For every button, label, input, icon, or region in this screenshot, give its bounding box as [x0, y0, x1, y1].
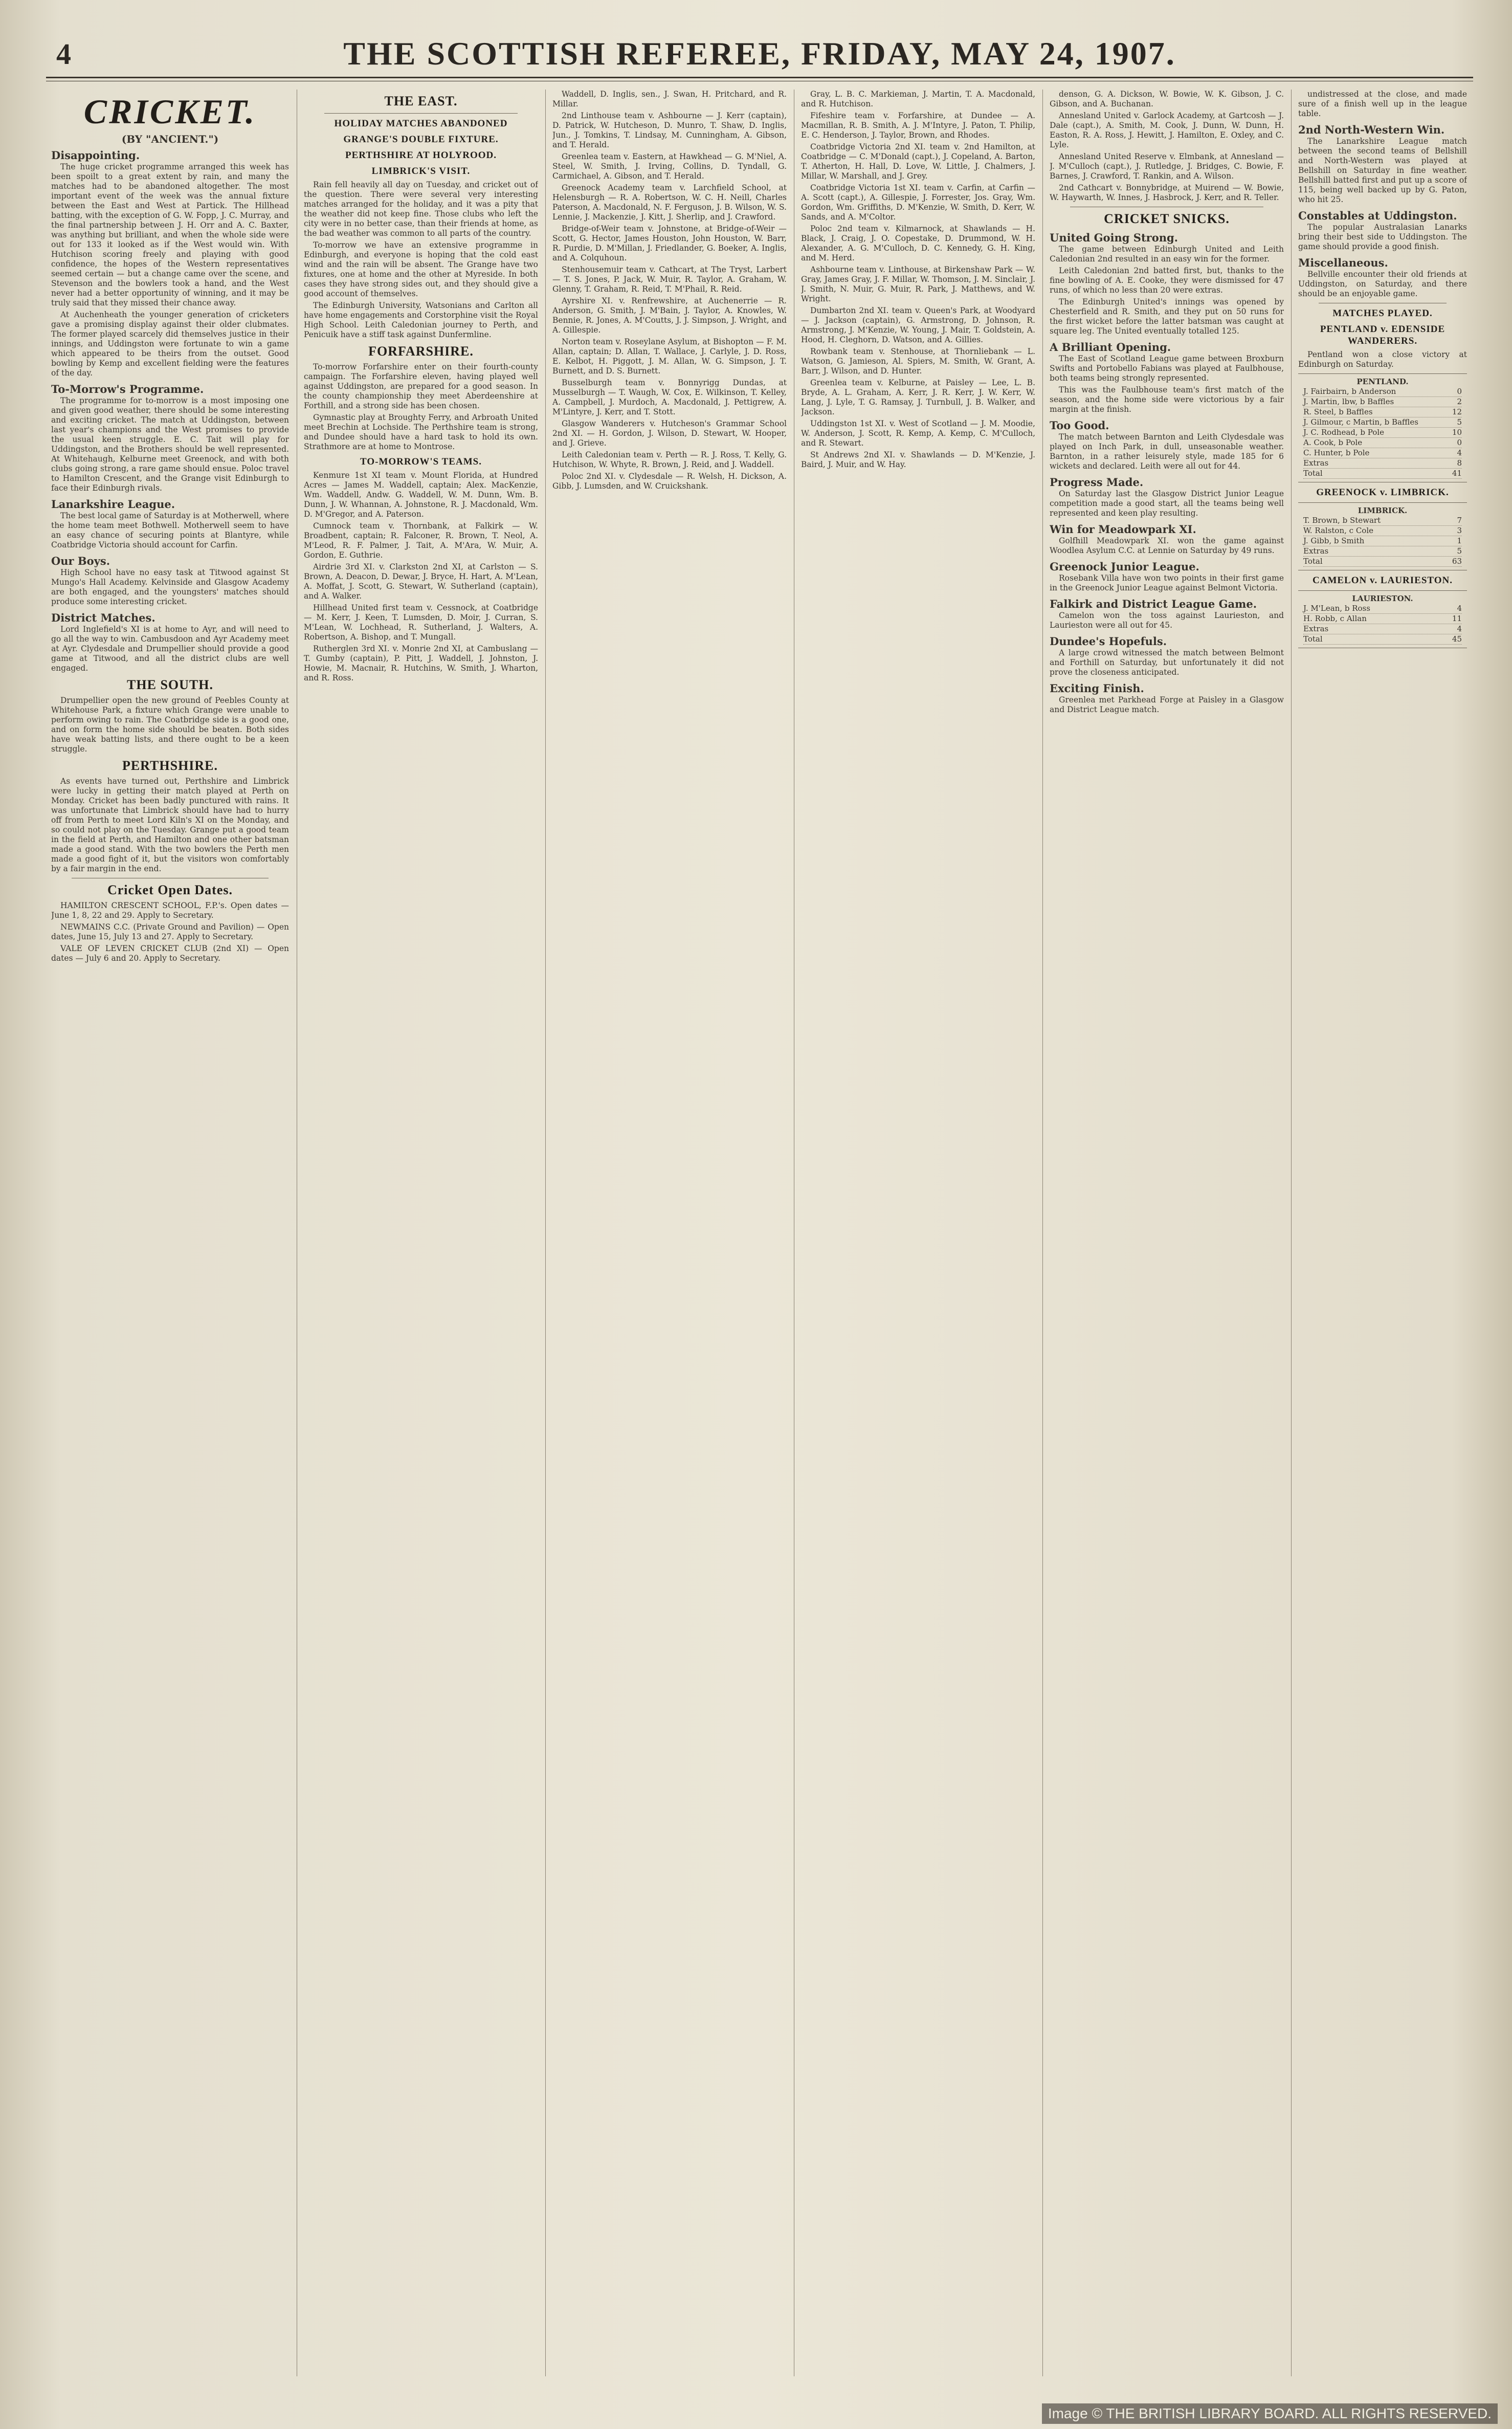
masthead-title: THE SCOTTISH REFEREE, FRIDAY, MAY 24, 1907.	[343, 35, 1176, 72]
article-paragraph: The Edinburgh University, Watsonians and Carlton all have home engagements and Corstorphine visit the Royal High School. Leith Caledonian journey to Perth, and Penicuik have a stiff task against Dunfermline.	[304, 301, 538, 339]
article-paragraph: Drumpellier open the new ground of Peebles County at Whitehouse Park, a fixture which Grange were unable to perform owing to rain. The Coatbridge side is a good one, and on form the home side should be beaten. Both sides have weak batting lists, and there ought to be a keen struggle.	[51, 696, 289, 754]
article-paragraph: Golfhill Meadowpark XI. won the game against Woodlea Asylum C.C. at Lennie on Saturday by 49 runs.	[1050, 536, 1284, 555]
column-divider	[545, 90, 546, 2376]
article-paragraph: Bellville encounter their old friends at Uddingston, on Saturday, and there should be an enjoyable game.	[1298, 270, 1467, 298]
team-list: Dumbarton 2nd XI. team v. Queen's Park, at Woodyard — J. Jackson (captain), G. Armstrong, D. Johnson, R. Armstrong, J. M'Kenzie, W. Young, J. Mair, T. Goldstein, A. Hood, H. Cleghorn, D. Watson, and A. Gillies.	[801, 306, 1035, 344]
article-paragraph: undistressed at the close, and made sure of a finish well up in the league table.	[1298, 90, 1467, 118]
article-paragraph: Gymnastic play at Broughty Ferry, and Arbroath United meet Brechin at Lochside. The Perthshire team is strong, and Dundee should have a hard task to hold its own. Strathmore are at home to Montrose.	[304, 413, 538, 451]
runs-value: 7	[1457, 516, 1462, 525]
batsman-name: W. Ralston, c Cole	[1303, 526, 1374, 535]
runs-value: 3	[1457, 526, 1462, 535]
column-3	[552, 90, 787, 2376]
scorecard-row	[1303, 634, 1462, 645]
subheading: Lanarkshire League.	[51, 498, 175, 511]
notice: HAMILTON CRESCENT SCHOOL, F.P.'s. Open dates — June 1, 8, 22 and 29. Apply to Secretary.	[51, 901, 289, 920]
article-paragraph: A large crowd witnessed the match between Belmont and Forthill on Saturday, but unfortunately it did not prove the closeness anticipated.	[1050, 648, 1284, 677]
scorecard-row	[1303, 516, 1462, 526]
subheading: Disappointing.	[51, 149, 140, 162]
column-divider	[1291, 90, 1292, 2376]
section-heading: CRICKET SNICKS.	[1104, 211, 1230, 226]
batsman-name: J. Gibb, b Smith	[1303, 536, 1365, 545]
batsman-name: R. Steel, b Baffles	[1303, 407, 1373, 416]
team-list: Norton team v. Roseylane Asylum, at Bishopton — F. M. Allan, captain; D. Allan, T. Wallace, J. Carlyle, J. D. Ross, E. Kelbot, H. Piggott, J. M. Allan, W. G. Simpson, J. T. Burnett, and D. S. Burnett.	[552, 337, 787, 376]
team-list: Coatbridge Victoria 2nd XI. team v. 2nd Hamilton, at Coatbridge — C. M'Donald (capt.), J. Copeland, A. Barton, T. Atherton, H. Hall, D. Love, W. Little, J. Chalmers, J. Millar, W. Marshall, and J. Grey.	[801, 142, 1035, 181]
subheading: To-Morrow's Programme.	[51, 383, 204, 395]
team-list: Rutherglen 3rd XI. v. Monrie 2nd XI, at Cambuslang — T. Gumby (captain), P. Pitt, J. Waddell, J. Johnston, J. Howie, M. Macnair, R. Hutchins, W. Smith, J. Wharton, and R. Ross.	[304, 644, 538, 682]
article-paragraph: Lord Inglefield's XI is at home to Ayr, and will need to go all the way to win. Cambusdoon and Ayr Academy meet at Ayr. Clydesdale and Drumpellier should provide a good game at Titwood, and all the district clubs are well engaged.	[51, 625, 289, 673]
batsman-name: Extras	[1303, 546, 1329, 556]
runs-value: 4	[1457, 604, 1462, 613]
team-list: Ayrshire XI. v. Renfrewshire, at Auchenerrie — R. Anderson, G. Smith, J. M'Bain, J. Taylor, A. Knowles, W. Bennie, R. Jones, A. M'Coutts, J. J. Simpson, J. Wright, and A. Gillespie.	[552, 296, 787, 335]
team-list: Ashbourne team v. Linthouse, at Birkenshaw Park — W. Gray, James Gray, J. F. Millar, W. Thomson, J. M. Sinclair, J. J. Smith, N. Muir, G. Muir, R. Park, J. Matthews, and W. Wright.	[801, 265, 1035, 303]
team-list: 2nd Cathcart v. Bonnybridge, at Muirend — W. Bowie, W. Haywarth, W. Innes, J. Hasbrock, J. Kerr, and R. Teller.	[1050, 183, 1284, 202]
batsman-name: Extras	[1303, 458, 1329, 468]
team-list: Waddell, D. Inglis, sen., J. Swan, H. Pritchard, and R. Millar.	[552, 90, 787, 108]
scorecard-team: LIMBRICK.	[1358, 506, 1408, 515]
batsman-name: C. Hunter, b Pole	[1303, 448, 1370, 457]
scorecard-row	[1303, 387, 1462, 397]
notice: VALE OF LEVEN CRICKET CLUB (2nd XI) — Open dates — July 6 and 20. Apply to Secretary.	[51, 944, 289, 963]
section-heading: MATCHES PLAYED.	[1332, 308, 1433, 319]
runs-value: 12	[1452, 407, 1462, 416]
batsman-name: Extras	[1303, 624, 1329, 633]
runs-value: 4	[1457, 448, 1462, 457]
article-paragraph: The popular Australasian Lanarks bring their best side to Uddingston. The game should provide a good finish.	[1298, 223, 1467, 251]
runs-value: 5	[1457, 417, 1462, 427]
scorecard-rows	[1303, 387, 1462, 479]
runs-value: 1	[1457, 536, 1462, 545]
scorecard-row	[1303, 428, 1462, 438]
subheading: 2nd North-Western Win.	[1298, 123, 1445, 136]
batsman-name: H. Robb, c Allan	[1303, 614, 1367, 623]
subheading: Dundee's Hopefuls.	[1050, 635, 1167, 648]
scorecard-row	[1303, 448, 1462, 458]
scorecard	[1298, 502, 1467, 570]
team-list: Stenhousemuir team v. Cathcart, at The Tryst, Larbert — T. S. Jones, P. Jack, W. Muir, R. Taylor, A. Graham, W. Glenny, T. Graham, R. Reid, T. M'Phail, R. Reid.	[552, 265, 787, 294]
team-list: Uddingston 1st XI. v. West of Scotland — J. M. Moodie, W. Anderson, J. Scott, R. Kemp, A. Kemp, C. M'Culloch, and R. Stewart.	[801, 419, 1035, 448]
scorecard	[1298, 590, 1467, 648]
article-paragraph: The game between Edinburgh United and Leith Caledonian 2nd resulted in an easy win for the former.	[1050, 245, 1284, 263]
article-paragraph: Leith Caledonian 2nd batted first, but, thanks to the fine bowling of A. E. Cooke, they were dismissed for 47 runs, of which no less than 20 were extras.	[1050, 266, 1284, 295]
runs-value: 63	[1452, 557, 1462, 566]
team-list: Annesland United v. Garlock Academy, at Gartcosh — J. Dale (capt.), A. Smith, M. Cook, J. Dunn, W. Dunn, H. Easton, R. A. Ross, J. Hewitt, J. Hamilton, E. Oxley, and C. Lyle.	[1050, 111, 1284, 149]
scorecard-row	[1303, 407, 1462, 417]
article-paragraph: The best local game of Saturday is at Motherwell, where the home team meet Bothwell. Motherwell seem to have an easy chance of securing points at Blantyre, while Coatbridge Victoria should account for Carfin.	[51, 511, 289, 549]
section-heading: PERTHSHIRE.	[122, 758, 218, 773]
team-list: Poloc 2nd team v. Kilmarnock, at Shawlands — H. Black, J. Craig, J. O. Copestake, D. Drummond, W. H. Alexander, A. G. M'Culloch, D. C. Kennedy, G. H. King, and M. Herd.	[801, 224, 1035, 262]
article-paragraph: On Saturday last the Glasgow District Junior League competition made a good start, all the teams being well represented and keen play resulting.	[1050, 489, 1284, 518]
team-list: Kenmure 1st XI team v. Mount Florida, at Hundred Acres — James M. Waddell, captain; Alex. MacKenzie, Wm. Waddell, Andw. G. Waddell, W. M. Dunn, Wm. B. Dunn, J. W. Whannan, A. Johnstone, R. J. Macdonald, Wm. D. M'Gregor, and A. Paterson.	[304, 471, 538, 519]
team-list: St Andrews 2nd XI. v. Shawlands — D. M'Kenzie, J. Baird, J. Muir, and W. Hay.	[801, 450, 1035, 469]
article-paragraph: At Auchenheath the younger generation of cricketers gave a promising display against their older clubmates. The former played scarcely did themselves justice in their innings, and Uddingston were fortunate to win a game which appeared to be theirs from the outset. Good bowling by Kemp and excellent fielding were the features of the day.	[51, 310, 289, 378]
headline: HOLIDAY MATCHES ABANDONED	[334, 118, 508, 129]
scorecard-row	[1303, 604, 1462, 614]
scorecard-row	[1303, 546, 1462, 557]
team-list: Greenock Academy team v. Larchfield School, at Helensburgh — R. A. Robertson, W. C. H. Neill, Charles Paterson, A. Macdonald, N. F. Ferguson, J. B. Wilson, W. S. Lennie, J. Mackenzie, J. Kitt, J. Sherlip, and J. Crawford.	[552, 183, 787, 222]
subheading: A Brilliant Opening.	[1050, 341, 1171, 354]
runs-value: 4	[1457, 624, 1462, 633]
column-2	[304, 90, 538, 2376]
team-list: Glasgow Wanderers v. Hutcheson's Grammar School 2nd XI. — H. Gordon, J. Wilson, D. Stewart, W. Hooper, and J. Grieve.	[552, 419, 787, 448]
batsman-name: J. C. Rodhead, b Pole	[1303, 428, 1384, 437]
match-heading: CAMELON v. LAURIESTON.	[1313, 575, 1453, 586]
team-list: 2nd Linthouse team v. Ashbourne — J. Kerr (captain), D. Patrick, W. Hutcheson, D. Munro, T. Shaw, D. Inglis, Jun., J. Tomkins, T. Lindsay, M. Cunningham, A. Gibson, and T. Herald.	[552, 111, 787, 149]
column-4	[801, 90, 1035, 2376]
article-paragraph: As events have turned out, Perthshire and Limbrick were lucky in getting their match played at Perth on Monday. Cricket has been badly punctured with rains. It was unfortunate that Limbrick should have had to hurry off from Perth to meet Lord Kiln's XI on the Monday, and so could not play on the Tuesday. Grange put a good team in the field at Perth, and Hamilton and one other batsman made a good stand. With the two bowlers the Perth men made a good fight of it, but the visitors won comfortably by a fair margin in the end.	[51, 777, 289, 873]
article-paragraph: This was the Faulbhouse team's first match of the season, and the home side were victorious by a fair margin at the finish.	[1050, 385, 1284, 414]
match-heading: GREENOCK v. LIMBRICK.	[1316, 487, 1449, 498]
subheading: Win for Meadowpark XI.	[1050, 523, 1196, 536]
batsman-name: J. Gilmour, c Martin, b Baffles	[1303, 417, 1418, 427]
subheading: Constables at Uddingston.	[1298, 209, 1457, 222]
scorecard-row	[1303, 469, 1462, 479]
team-list: Bridge-of-Weir team v. Johnstone, at Bridge-of-Weir — Scott, G. Hector, James Houston, John Houston, W. Barr, R. Purdie, D. M'Millan, J. Friedlander, G. Boeker, A. Inglis, and A. Colquhoun.	[552, 224, 787, 262]
scorecard-rows	[1303, 604, 1462, 645]
article-paragraph: Pentland won a close victory at Edinburgh on Saturday.	[1298, 350, 1467, 369]
team-list: Greenlea team v. Kelburne, at Paisley — Lee, L. B. Bryde, A. L. Graham, A. Kerr, J. R. Kerr, J. W. Kerr, W. Lang, J. Lyle, T. G. Ramsay, J. Turnbull, J. B. Walker, and Jackson.	[801, 378, 1035, 416]
byline: (BY "ANCIENT.")	[121, 133, 219, 145]
runs-value: 2	[1457, 397, 1462, 406]
scorecard-rows	[1303, 516, 1462, 567]
column-5	[1050, 90, 1284, 2376]
batsman-name: Total	[1303, 634, 1323, 644]
batsman-name: T. Brown, b Stewart	[1303, 516, 1381, 525]
runs-value: 0	[1457, 387, 1462, 396]
scorecard-row	[1303, 417, 1462, 428]
batsman-name: J. M'Lean, b Ross	[1303, 604, 1370, 613]
team-list: Hillhead United first team v. Cessnock, at Coatbridge — M. Kerr, J. Keen, T. Lumsden, D. Moir, J. Curran, S. M'Lean, W. Lochhead, R. Sutherland, J. Walters, A. Robertson, A. Bishop, and T. Mungall.	[304, 603, 538, 642]
article-paragraph: High School have no easy task at Titwood against St Mungo's Hall Academy. Kelvinside and Glasgow Academy are both engaged, and the youngsters' matches should produce some interesting cricket.	[51, 568, 289, 606]
scorecard	[1298, 373, 1467, 482]
batsman-name: Total	[1303, 557, 1323, 566]
scorecard-row	[1303, 557, 1462, 567]
article-paragraph: Greenlea met Parkhead Forge at Paisley in a Glasgow and District League match.	[1050, 695, 1284, 714]
runs-value: 0	[1457, 438, 1462, 447]
section-heading: TO-MORROW'S TEAMS.	[360, 456, 482, 467]
runs-value: 8	[1457, 458, 1462, 468]
scorecard-row	[1303, 438, 1462, 448]
subheading: United Going Strong.	[1050, 231, 1178, 244]
scorecard-row	[1303, 397, 1462, 407]
article-paragraph: The match between Barnton and Leith Clydesdale was played on Inch Park, in dull, unseasonable weather. Barnton, in a rather leisurely style, made 185 for 6 wickets and declared. Leith were all out for 44.	[1050, 432, 1284, 471]
team-list: Rowbank team v. Stenhouse, at Thornliebank — L. Watson, G. Jamieson, Al. Spiers, M. Smith, W. Grant, A. Barr, J. Wilson, and D. Hunter.	[801, 347, 1035, 376]
column-divider	[1042, 90, 1043, 2376]
runs-value: 10	[1452, 428, 1462, 437]
headline: PERTHSHIRE AT HOLYROOD.	[345, 150, 497, 161]
article-paragraph: The Edinburgh United's innings was opened by Chesterfield and R. Smith, and they put on 50 runs for the first wicket before the latter batsman was caught at square leg. The United eventually totalled 125.	[1050, 297, 1284, 336]
article-paragraph: The programme for to-morrow is a most imposing one and given good weather, there should be some interesting and exciting cricket. The match at Uddingston, between last year's champions and the West promises to provide the usual keen struggle. E. C. Tait will play for Uddingston, and the Brothers should be well represented. At Whitehaugh, Kelburne meet Greenock, and with both clubs going strong, a rare game should ensue. Poloc travel to Hamilton Crescent, and the Grange visit Edinburgh to face their Edinburgh rivals.	[51, 396, 289, 493]
subheading: District Matches.	[51, 611, 155, 624]
section-title: CRICKET.	[83, 92, 257, 131]
batsman-name: A. Cook, b Pole	[1303, 438, 1363, 447]
section-heading: Cricket Open Dates.	[107, 882, 233, 897]
team-list: Gray, L. B. C. Markieman, J. Martin, T. A. Macdonald, and R. Hutchison.	[801, 90, 1035, 108]
subheading: Exciting Finish.	[1050, 682, 1144, 695]
copyright-credit: Image © THE BRITISH LIBRARY BOARD. ALL RIGHTS RESERVED.	[1042, 2403, 1498, 2424]
article-paragraph: Rosebank Villa have won two points in their first game in the Greenock Junior League against Belmont Victoria.	[1050, 573, 1284, 592]
page-number: 4	[56, 37, 71, 71]
article-paragraph: Camelon won the toss against Laurieston, and Laurieston were all out for 45.	[1050, 611, 1284, 630]
runs-value: 45	[1452, 634, 1462, 644]
column-6	[1298, 90, 1467, 2376]
runs-value: 11	[1452, 614, 1462, 623]
scorecard-row	[1303, 536, 1462, 546]
subheading: Too Good.	[1050, 419, 1109, 432]
section-heading: FORFARSHIRE.	[368, 344, 474, 359]
section-heading: THE EAST.	[384, 94, 458, 108]
article-paragraph: To-morrow Forfarshire enter on their fourth-county campaign. The Forfarshire eleven, having played well against Uddingston, are prepared for a good season. In the county championship they meet Aberdeenshire at Forthill, and a strong side has been chosen.	[304, 362, 538, 410]
team-list: Annesland United Reserve v. Elmbank, at Annesland — J. M'Culloch (capt.), J. Rutledge, J. Bridges, C. Bowie, F. Barnes, J. Crawford, T. Rankin, and A. Wilson.	[1050, 152, 1284, 181]
headline: GRANGE'S DOUBLE FIXTURE.	[343, 134, 499, 145]
team-list: denson, G. A. Dickson, W. Bowie, W. K. Gibson, J. C. Gibson, and A. Buchanan.	[1050, 90, 1284, 108]
scorecard-row	[1303, 458, 1462, 469]
subheading: Progress Made.	[1050, 476, 1144, 489]
headline: LIMBRICK'S VISIT.	[371, 166, 471, 176]
team-list: Leith Caledonian team v. Perth — R. J. Ross, T. Kelly, G. Hutchison, W. Whyte, R. Brown, J. Reid, and J. Waddell.	[552, 450, 787, 469]
scorecard-row	[1303, 526, 1462, 536]
team-list: Greenlea team v. Eastern, at Hawkhead — G. M'Niel, A. Steel, W. Smith, J. Irving, Collins, D. Tyndall, G. Carmichael, A. Gibson, and T. Herald.	[552, 152, 787, 181]
scorecard-row	[1303, 624, 1462, 634]
runs-value: 41	[1452, 469, 1462, 478]
team-list: Airdrie 3rd XI. v. Clarkston 2nd XI, at Carlston — S. Brown, A. Deacon, D. Dewar, J. Bryce, H. Hart, A. M'Lean, A. Moffat, J. Scott, G. Stewart, W. Sutherland (captain), and A. Walker.	[304, 562, 538, 601]
team-list: Cumnock team v. Thornbank, at Falkirk — W. Broadbent, captain; R. Falconer, R. Brown, T. Neol, A. M'Leod, R. F. Palmer, J. Tait, A. M'Ara, W. Muir, A. Gordon, E. Guthrie.	[304, 521, 538, 560]
article-paragraph: The Lanarkshire League match between the second teams of Bellshill and North-Western was played at Bellshill on Saturday in fine weather. Bellshill batted first and put up a score of 115, being well backed up by G. Paton, who hit 25.	[1298, 137, 1467, 204]
article-paragraph: To-morrow we have an extensive programme in Edinburgh, and everyone is hoping that the cold east wind and the rain will be absent. The Grange have two fixtures, one at home and the other at Myreside. In both cases they have strong sides out, and they should give a good account of themselves.	[304, 240, 538, 298]
team-list: Fifeshire team v. Forfarshire, at Dundee — A. Macmillan, R. B. Smith, A. J. M'Intyre, J. Paton, T. Philip, E. C. Henderson, J. Taylor, Brown, and Rhodes.	[801, 111, 1035, 140]
article-paragraph: Rain fell heavily all day on Tuesday, and cricket out of the question. There were several very interesting matches arranged for the holiday, and it was a pity that the weather did not keep fine. Those clubs who left the city were in no better case, than their friends at home, as the bad weather was common to all parts of the country.	[304, 180, 538, 238]
notice: NEWMAINS C.C. (Private Ground and Pavilion) — Open dates, June 15, July 13 and 27. Apply to Secretary.	[51, 922, 289, 941]
match-heading: PENTLAND v. EDENSIDE WANDERERS.	[1320, 324, 1446, 346]
article-paragraph: The huge cricket programme arranged this week has been spoilt to a great extent by rain, and many the matches had to be abandoned altogether. The most important event of the week was the annual fixture between the East and West at Partick. The Hillhead batting, with the exception of G. W. Fopp, J. C. Murray, and the final partnership between J. H. Orr and A. C. Baxter, was anything but brilliant, and when the whole side were out for 133 it looked as if the West would win. With Hutchison scoring freely and playing with good confidence, the hopes of the Western representatives seemed certain — but a change came over the scene, and Stevenson and the bowlers took a hand, and the West never had a better opportunity of winning, and it may be truly said that they missed their chance away.	[51, 162, 289, 307]
batsman-name: J. Fairbairn, b Anderson	[1303, 387, 1396, 396]
subheading: Our Boys.	[51, 555, 110, 567]
section-heading: THE SOUTH.	[127, 677, 213, 692]
batsman-name: J. Martin, lbw, b Baffles	[1303, 397, 1394, 406]
team-list: Poloc 2nd XI. v. Clydesdale — R. Welsh, H. Dickson, A. Gibb, J. Lumsden, and W. Cruickshank.	[552, 472, 787, 491]
subheading: Falkirk and District League Game.	[1050, 598, 1257, 610]
scorecard-team: PENTLAND.	[1357, 377, 1409, 386]
column-1	[51, 90, 289, 2376]
team-list: Coatbridge Victoria 1st XI. team v. Carfin, at Carfin — A. Scott (capt.), A. Gillespie, J. Forrester, Jos. Gray, Wm. Gordon, Wm. Griffiths, D. M'Kenzie, W. Smith, D. Kerr, W. Sands, and A. M'Coltor.	[801, 183, 1035, 222]
team-list: Busselburgh team v. Bonnyrigg Dundas, at Musselburgh — T. Waugh, W. Cox, E. Wilkinson, T. Kelley, A. Campbell, J. Murdoch, A. Macdonald, J. Pettigrew, A. M'Lintyre, J. Kerr, and T. Stott.	[552, 378, 787, 416]
article-paragraph: The East of Scotland League game between Broxburn Swifts and Portobello Fabians was played at Faulbhouse, both teams being strongly represented.	[1050, 354, 1284, 383]
masthead	[46, 31, 1473, 78]
divider	[324, 113, 518, 114]
subheading: Miscellaneous.	[1298, 256, 1388, 269]
subheading: Greenock Junior League.	[1050, 560, 1199, 573]
scorecard-team: LAURIESTON.	[1352, 594, 1413, 603]
batsman-name: Total	[1303, 469, 1323, 478]
runs-value: 5	[1457, 546, 1462, 556]
scorecard-row	[1303, 614, 1462, 624]
